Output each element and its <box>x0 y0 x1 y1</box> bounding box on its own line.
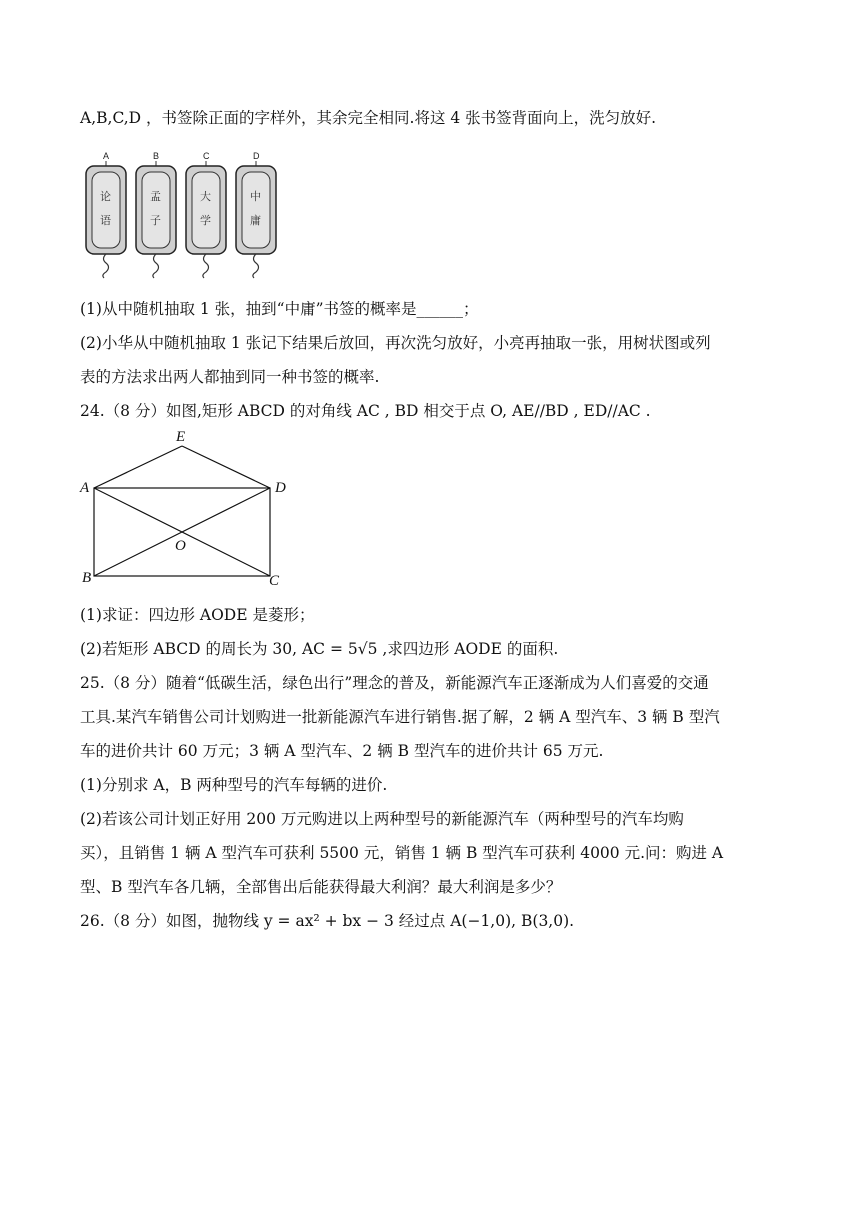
q25-part2-line2: 买），且销售 1 辆 A 型汽车可获利 5500 元，销售 1 辆 B 型汽车可获利 4000 元.问：购进 A <box>80 844 724 862</box>
label-d: D <box>275 480 286 496</box>
bookmark-d <box>236 151 276 278</box>
bookmark-b <box>136 151 176 278</box>
bookmark-char: 中 <box>250 190 261 203</box>
q25-part2-line1: (2)若该公司计划正好用 200 万元购进以上两种型号的新能源汽车（两种型号的汽车均购 <box>80 810 684 828</box>
rectangle-figure <box>78 428 298 588</box>
q25-part1: (1)分别求 A，B 两种型号的汽车每辆的进价. <box>80 776 388 794</box>
q23-part2-line1: (2)小华从中随机抽取 1 张记下结果后放回，再次洗匀放好，小亮再抽取一张，用树状图或列 <box>80 334 711 352</box>
bookmark-char: 语 <box>100 214 111 227</box>
segment-ae <box>94 446 182 488</box>
q24-part2: (2)若矩形 ABCD 的周长为 30, AC = 5√5 ,求四边形 AODE 的面积. <box>80 640 559 658</box>
bookmark-letter: C <box>203 151 210 161</box>
label-e: E <box>176 429 186 445</box>
bookmark-char: 学 <box>200 214 211 227</box>
bookmark-letter: D <box>253 151 260 161</box>
bookmark-char: 大 <box>200 190 211 203</box>
segment-ed <box>182 446 270 488</box>
bookmark-char: 孟 <box>150 190 161 203</box>
bookmark-char: 论 <box>100 190 111 203</box>
q24-part1: (1)求证：四边形 AODE 是菱形； <box>80 606 315 624</box>
intro-text: A,B,C,D ，书签除正面的字样外，其余完全相同.将这 4 张书签背面向上，洗匀放好. <box>80 109 657 127</box>
q25-part2-line3: 型、B 型汽车各几辆，全部售出后能获得最大利润？最大利润是多少？ <box>80 878 562 896</box>
q26-stem: 26.（8 分）如图，抛物线 y = ax² + bx − 3 经过点 A(−1,0), B(3,0). <box>80 912 575 930</box>
q25-stem-line2: 工具.某汽车销售公司计划购进一批新能源汽车进行销售.据了解，2 辆 A 型汽车、3 辆 B 型汽 <box>80 708 720 726</box>
bookmark-c <box>186 151 226 278</box>
bookmark-a <box>86 151 126 278</box>
q23-part1: (1)从中随机抽取 1 张，抽到“中庸”书签的概率是______； <box>80 300 479 318</box>
bookmark-letter: B <box>153 151 160 161</box>
bookmarks-figure <box>82 150 282 282</box>
q25-stem-line1: 25.（8 分）随着“低碳生活，绿色出行”理念的普及，新能源汽车正逐渐成为人们喜爱的交通 <box>80 674 709 692</box>
q24-stem: 24.（8 分）如图,矩形 ABCD 的对角线 AC , BD 相交于点 O, AE//BD , ED//AC . <box>80 402 651 420</box>
label-a: A <box>80 480 90 496</box>
q23-part2-line2: 表的方法求出两人都抽到同一种书签的概率. <box>80 368 380 386</box>
bookmark-letter: A <box>103 151 110 161</box>
q25-stem-line3: 车的进价共计 60 万元；3 辆 A 型汽车、2 辆 B 型汽车的进价共计 65 万元. <box>80 742 604 760</box>
label-b: B <box>82 570 92 586</box>
label-o: O <box>175 538 186 554</box>
bookmark-char: 庸 <box>250 214 261 227</box>
label-c: C <box>269 573 280 588</box>
bookmark-char: 子 <box>150 214 161 227</box>
